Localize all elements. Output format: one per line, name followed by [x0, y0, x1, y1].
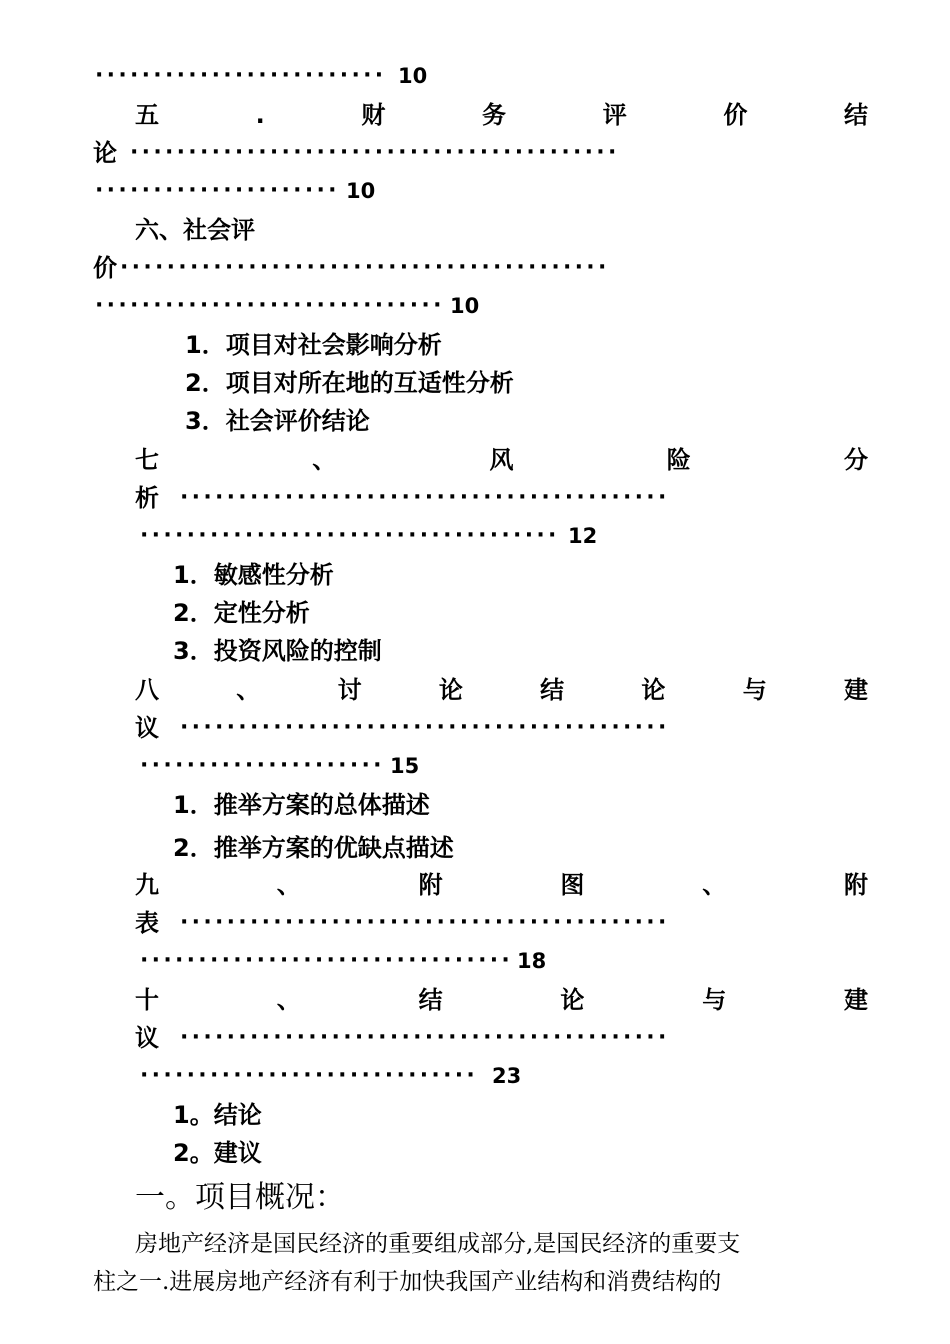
toc-subitem[interactable]: [0, 326, 950, 364]
toc-title-char: 七: [135, 446, 159, 474]
leader-dots: ··········································: [180, 715, 670, 740]
toc-subitem-label: 3．社会评价结论: [185, 407, 370, 435]
toc-title: [135, 96, 868, 134]
toc-leader-line: [0, 249, 950, 287]
toc-title-tail: 议: [135, 1024, 159, 1052]
page-number[interactable]: 10: [450, 294, 480, 318]
toc-entry-6[interactable]: [0, 211, 950, 249]
toc-title-char: 建: [843, 676, 868, 704]
toc-subitem-label: 2．推举方案的优缺点描述: [173, 834, 454, 862]
leader-dots: ··········································: [180, 485, 670, 510]
toc-title-char: 结: [418, 986, 443, 1014]
toc-subitem-label: 3．投资风险的控制: [173, 637, 382, 665]
toc-entry-10[interactable]: [0, 981, 950, 1019]
toc-title: [135, 981, 868, 1019]
toc-subitem[interactable]: [0, 786, 950, 824]
toc-title-char: 十: [135, 986, 159, 1014]
toc-title-char: 、: [236, 676, 261, 704]
toc-subitem[interactable]: [0, 556, 950, 594]
toc-title-char: 九: [135, 871, 159, 899]
toc-title-tail: 论: [93, 139, 117, 167]
toc-leader-line: [0, 287, 950, 325]
leader-dots: ·····················: [95, 178, 340, 203]
leader-dots: ······························: [95, 293, 445, 318]
toc-leader-line: [0, 57, 950, 95]
page-number[interactable]: 15: [390, 754, 420, 778]
section-heading: 一。项目概况：: [135, 1180, 345, 1215]
toc-title-char: 价: [723, 101, 748, 129]
toc-title-char: 评: [602, 101, 627, 129]
toc-title-char: 论: [560, 986, 585, 1014]
toc-leader-line: [0, 517, 950, 555]
toc-title-char: 论: [438, 676, 463, 704]
toc-title-char: 结: [540, 676, 565, 704]
toc-subitem-label: 1．敏感性分析: [173, 561, 334, 589]
toc-title: [135, 441, 868, 479]
leader-dots: ··········································: [180, 1025, 670, 1050]
toc-subitem[interactable]: [0, 1134, 950, 1172]
page-number[interactable]: 12: [568, 524, 598, 548]
toc-title: [135, 671, 868, 709]
toc-entry-9[interactable]: [0, 866, 950, 904]
toc-leader-line: [0, 942, 950, 980]
toc-title-char: 、: [312, 446, 337, 474]
toc-subitem[interactable]: [0, 594, 950, 632]
toc-subitem[interactable]: [0, 829, 950, 867]
page-number[interactable]: 23: [492, 1064, 522, 1088]
toc-leader-line: [0, 172, 950, 210]
toc-leader-line: [0, 479, 950, 517]
toc-title-tail: 表: [135, 909, 159, 937]
toc-title-char: 八: [135, 676, 159, 704]
toc-title-char: 建: [843, 986, 868, 1014]
page-number[interactable]: 18: [517, 949, 547, 973]
leader-dots: ··········································: [130, 140, 620, 165]
toc-title-char: 结: [843, 101, 868, 129]
toc-title-char: .: [255, 101, 265, 129]
toc-title-char: 附: [418, 871, 443, 899]
toc-title-char: 论: [641, 676, 666, 704]
toc-subitem-label: 1。结论: [173, 1101, 262, 1129]
toc-title-tail: 议: [135, 714, 159, 742]
leader-dots: ·····················: [140, 753, 385, 778]
toc-leader-line: [0, 1019, 950, 1057]
toc-entry-5[interactable]: [0, 96, 950, 134]
toc-title-tail: 析: [135, 484, 159, 512]
paragraph-line: 房地产经济是国民经济的重要组成部分,是国民经济的重要支: [135, 1231, 741, 1257]
toc-title-char: 、: [702, 871, 727, 899]
toc-title-char: 讨: [337, 676, 362, 704]
leader-dots: ·····························: [140, 1063, 479, 1088]
toc-leader-line: [0, 904, 950, 942]
toc-leader-line: [0, 747, 950, 785]
leader-dots: ····································: [140, 523, 560, 548]
toc-subitem-label: 2。建议: [173, 1139, 262, 1167]
toc-entry-8[interactable]: [0, 671, 950, 709]
page-number[interactable]: 10: [398, 64, 428, 88]
leader-dots: ··········································: [180, 910, 670, 935]
toc-title-char: 五: [135, 101, 159, 129]
toc-leader-line: [0, 1057, 950, 1095]
leader-dots: ································: [140, 948, 514, 973]
toc-title-char: 风: [489, 446, 514, 474]
toc-title-char: 、: [276, 871, 301, 899]
toc-leader-line: [0, 709, 950, 747]
toc-subitem[interactable]: [0, 1096, 950, 1134]
toc-subitem-label: 1．推举方案的总体描述: [173, 791, 430, 819]
toc-leader-line: [0, 134, 950, 172]
leader-dots: ··········································: [120, 255, 610, 280]
paragraph-line: 柱之一.进展房地产经济有利于加快我国产业结构和消费结构的: [93, 1269, 722, 1295]
toc-title: 六、社会评: [135, 216, 255, 244]
toc-subitem-label: 2．定性分析: [173, 599, 310, 627]
toc-title-char: 分: [844, 446, 868, 474]
toc-subitem[interactable]: [0, 402, 950, 440]
toc-title-char: 图: [560, 871, 585, 899]
toc-entry-7[interactable]: [0, 441, 950, 479]
toc-title-char: 与: [742, 676, 767, 704]
toc-subitem-label: 1．项目对社会影响分析: [185, 331, 442, 359]
toc-title-char: 附: [843, 871, 868, 899]
toc-title: [135, 866, 868, 904]
toc-title-char: 财: [361, 101, 386, 129]
toc-title-char: 与: [702, 986, 727, 1014]
toc-title-char: 险: [666, 446, 691, 474]
toc-title-char: 务: [482, 101, 507, 129]
toc-title-tail: 价: [93, 254, 117, 282]
toc-title-char: 、: [276, 986, 301, 1014]
page-number[interactable]: 10: [346, 179, 376, 203]
leader-dots: ·························: [95, 63, 387, 88]
toc-subitem[interactable]: [0, 364, 950, 402]
toc-subitem[interactable]: [0, 632, 950, 670]
toc-subitem-label: 2．项目对所在地的互适性分析: [185, 369, 514, 397]
